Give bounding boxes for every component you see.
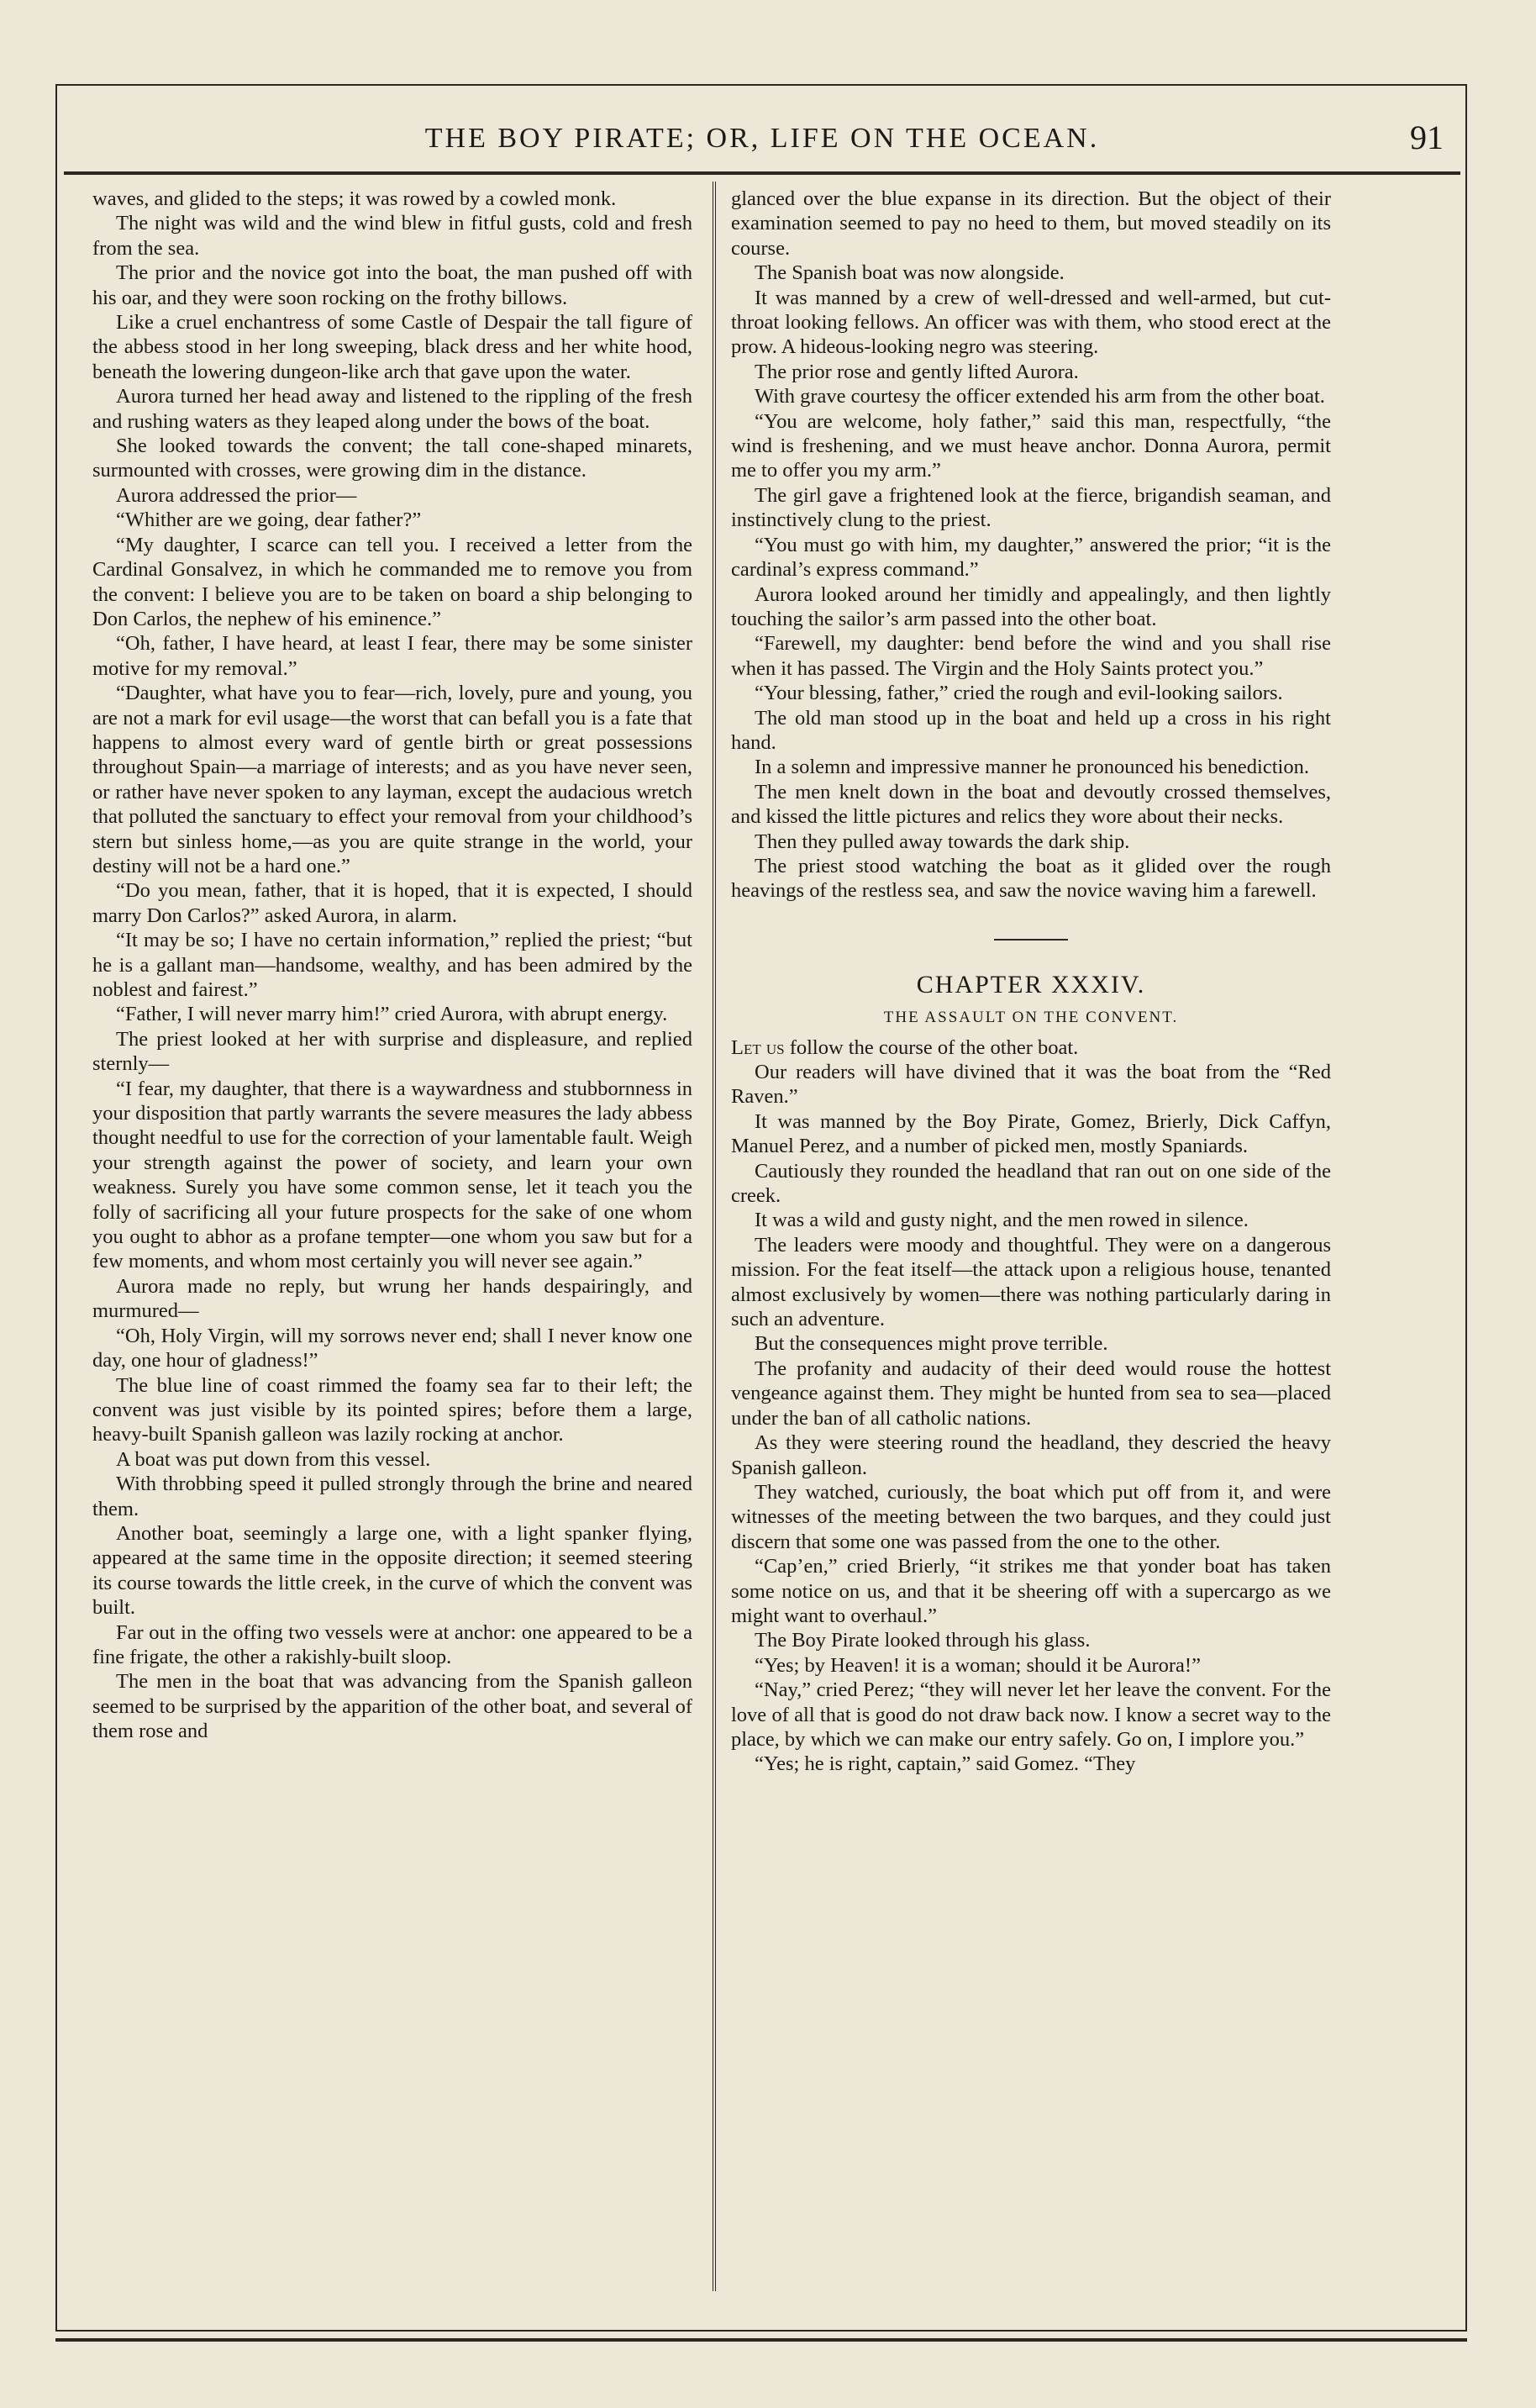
paragraph: glanced over the blue expanse in its direction. But the object of their examination seemed to pay no heed to them, but moved steadily on its course. [731, 187, 1331, 260]
paragraph: “Your blessing, father,” cried the rough and evil-looking sailors. [755, 682, 1283, 705]
paragraph: waves, and glided to the steps; it was rowed by a cowled monk. [92, 187, 617, 210]
paragraph: Aurora turned her head away and listened to the rippling of the fresh and rushing waters as they leaped along under the bows of the boat. [92, 385, 692, 433]
left-column [92, 187, 692, 2288]
right-column-text-before-chapter [731, 187, 1331, 904]
paragraph: Aurora looked around her timidly and appealingly, and then lightly touching the sailor’s arm passed into the other boat. [731, 582, 1331, 630]
paragraph: The profanity and audacity of their deed would rouse the hottest vengeance against them. They might be hunted from sea to sea—placed under the ban of all catholic nations. [731, 1357, 1331, 1430]
paragraph: Aurora addressed the prior— [116, 483, 357, 507]
paragraph: “Oh, Holy Virgin, will my sorrows never end; shall I never know one day, one hour of gladness!” [92, 1324, 692, 1373]
paragraph: The girl gave a frightened look at the fierce, brigandish seaman, and instinctively clung to the priest. [731, 483, 1331, 532]
paragraph: The blue line of coast rimmed the foamy sea far to their left; the convent was just visible by its pointed spires; before them a large, heavy-built Spanish galleon was lazily rocking at anchor. [92, 1373, 692, 1446]
paragraph: “Farewell, my daughter: bend before the wind and you shall rise when it has passed. The Virgin and the Holy Saints protect you.” [731, 632, 1331, 680]
page-number: 91 [1410, 119, 1444, 156]
paragraph: A boat was put down from this vessel. [116, 1447, 431, 1471]
page-header [64, 118, 1460, 171]
paragraph: The prior and the novice got into the boat, the man pushed off with his oar, and they were soon rocking on the frothy billows. [92, 261, 692, 309]
paragraph: “My daughter, I scarce can tell you. I received a letter from the Cardinal Gonsalvez, in which he commanded me to remove you from the convent: I believe you are to be taken on board a ship belonging to Don Carlos, the nephew of his eminence.” [92, 533, 692, 630]
paragraph: The men knelt down in the boat and devoutly crossed themselves, and kissed the little pictures and relics they wore about their necks. [731, 780, 1331, 829]
header-rule [64, 171, 1460, 175]
paragraph: Cautiously they rounded the headland that ran out on one side of the creek. [731, 1159, 1331, 1208]
paragraph: The men in the boat that was advancing from the Spanish galleon seemed to be surprised by the apparition of the other boat, and several of them rose and [92, 1670, 692, 1743]
paragraph: The old man stood up in the boat and held up a cross in his right hand. [731, 706, 1331, 754]
paragraph: “Father, I will never marry him!” cried Aurora, with abrupt energy. [116, 1003, 668, 1026]
paragraph: Far out in the offing two vessels were at anchor: one appeared to be a fine frigate, the other a rakishly-built sloop. [92, 1620, 692, 1668]
chapter-heading: CHAPTER XXXIV. [916, 970, 1146, 999]
chapter-opening-rest: follow the course of the other boat. [784, 1035, 1079, 1059]
running-head: THE BOY PIRATE; OR, LIFE ON THE OCEAN. [424, 123, 1100, 154]
paragraph: Then they pulled away towards the dark ship. [755, 830, 1130, 853]
paragraph: The priest looked at her with surprise and displeasure, and replied sternly— [92, 1027, 692, 1076]
paragraph: The Spanish boat was now alongside. [755, 261, 1065, 285]
paragraph: It was manned by the Boy Pirate, Gomez, Brierly, Dick Caffyn, Manuel Perez, and a number of picked men, mostly Spaniards. [731, 1109, 1331, 1158]
paragraph: It was manned by a crew of well-dressed and well-armed, but cut-throat looking fellows. An officer was with them, who stood erect at the prow. A hideous-looking negro was steering. [731, 286, 1331, 359]
bottom-rule [55, 2338, 1467, 2342]
paragraph: “Oh, father, I have heard, at least I fear, there may be some sinister motive for my removal.” [92, 632, 692, 680]
paragraph: They watched, curiously, the boat which put off from it, and were witnesses of the meeting between the two barques, and they could just discern that some one was passed from the one to the other. [731, 1480, 1331, 1553]
paragraph: “Cap’en,” cried Brierly, “it strikes me that yonder boat has taken some notice on us, and that it be sheering off with a supercargo as we might want to overhaul.” [731, 1555, 1331, 1627]
chapter-divider-rule [994, 939, 1068, 941]
paragraph: She looked towards the convent; the tall cone-shaped minarets, surmounted with crosses, were growing dim in the distance. [92, 435, 692, 482]
paragraph: With throbbing speed it pulled strongly through the brine and neared them. [92, 1473, 692, 1520]
paragraph: Our readers will have divined that it was the boat from the “Red Raven.” [731, 1061, 1331, 1109]
paragraph: The night was wild and the wind blew in fitful gusts, cold and fresh from the sea. [92, 212, 692, 260]
paragraph: “Yes; he is right, captain,” said Gomez. “They [755, 1752, 1136, 1776]
paragraph: “You must go with him, my daughter,” answered the prior; “it is the cardinal’s express command.” [731, 533, 1331, 582]
paragraph: The priest stood watching the boat as it glided over the rough heavings of the restless sea, and saw the novice waving him a farewell. [731, 854, 1331, 903]
paragraph: The leaders were moody and thoughtful. They were on a dangerous mission. For the feat itself—the attack upon a religious house, tenanted almost exclusively by women—there was nothing particularly daring in such an adventure. [731, 1233, 1331, 1331]
paragraph: As they were steering round the headland, they descried the heavy Spanish galleon. [731, 1431, 1331, 1479]
right-column [731, 187, 1331, 2288]
paragraph: “Nay,” cried Perez; “they will never let her leave the convent. For the love of all that is good do not draw back now. I know a secret way to the place, by which we can make our entry safely. Go on, I implore you.” [731, 1678, 1331, 1751]
paragraph: “Whither are we going, dear father?” [116, 508, 422, 532]
paragraph: Another boat, seemingly a large one, with a light spanker flying, appeared at the same time in the opposite direction; it seemed steering its course towards the little creek, in the curve of which the convent was built. [92, 1521, 692, 1620]
column-divider [713, 182, 716, 2291]
paragraph: “I fear, my daughter, that there is a waywardness and stubbornness in your disposition that partly warrants the severe measures the lady abbess thought needful to use for the correction of your lamentable fault. Weigh your strength against the power of society, and learn your own weakness. Surely you have some common sense, let it teach you the folly of sacrificing all your future prospects for the sake of one whom you ought to abhor as a profane tempter—one whom you saw but for a few moments, and whom most certainly you will never see again.” [92, 1077, 692, 1273]
right-column-text-after-chapter [731, 1060, 1331, 1777]
paragraph: Aurora made no reply, but wrung her hands despairingly, and murmured— [92, 1274, 692, 1323]
paragraph: “Daughter, what have you to fear—rich, lovely, pure and young, you are not a mark for evil usage—the worst that can befall you is a fate that happens to almost every ward of gentle birth or great possessions throughout Spain—a marriage of interests; and as you have never seen, or rather have never spoken to any layman, except the audacious wretch that polluted the sanctuary to effect your removal from your childhood’s stern but sinless home,—as you are quite strange in the world, your destiny will not be a hard one.” [92, 682, 692, 877]
chapter-opening-words: Let us [731, 1035, 785, 1059]
paragraph: It was a wild and gusty night, and the men rowed in silence. [755, 1209, 1249, 1232]
paragraph: With grave courtesy the officer extended his arm from the other boat. [755, 385, 1325, 408]
paragraph: In a solemn and impressive manner he pronounced his benediction. [755, 756, 1309, 779]
paragraph: “You are welcome, holy father,” said this man, respectfully, “the wind is freshening, and we must heave anchor. Donna Aurora, permit me to offer you my arm.” [731, 409, 1331, 482]
paragraph: But the consequences might prove terrible. [755, 1332, 1108, 1356]
paragraph: Like a cruel enchantress of some Castle of Despair the tall figure of the abbess stood in her long sweeping, black dress and her white hood, beneath the lowering dungeon-like arch that gave upon the water. [92, 311, 692, 383]
paragraph: The Boy Pirate looked through his glass. [755, 1629, 1091, 1652]
paragraph: “Yes; by Heaven! it is a woman; should it be Aurora!” [755, 1653, 1201, 1677]
chapter-subtitle: THE ASSAULT ON THE CONVENT. [883, 1009, 1179, 1027]
paragraph: The prior rose and gently lifted Aurora. [755, 360, 1079, 383]
paragraph: “It may be so; I have no certain information,” replied the priest; “but he is a gallant man—handsome, wealthy, and has been admired by the noblest and fairest.” [92, 929, 692, 1001]
chapter-first-paragraph [731, 1035, 1331, 1060]
paragraph: “Do you mean, father, that it is hoped, that it is expected, I should marry Don Carlos?” asked Aurora, in alarm. [92, 879, 692, 927]
